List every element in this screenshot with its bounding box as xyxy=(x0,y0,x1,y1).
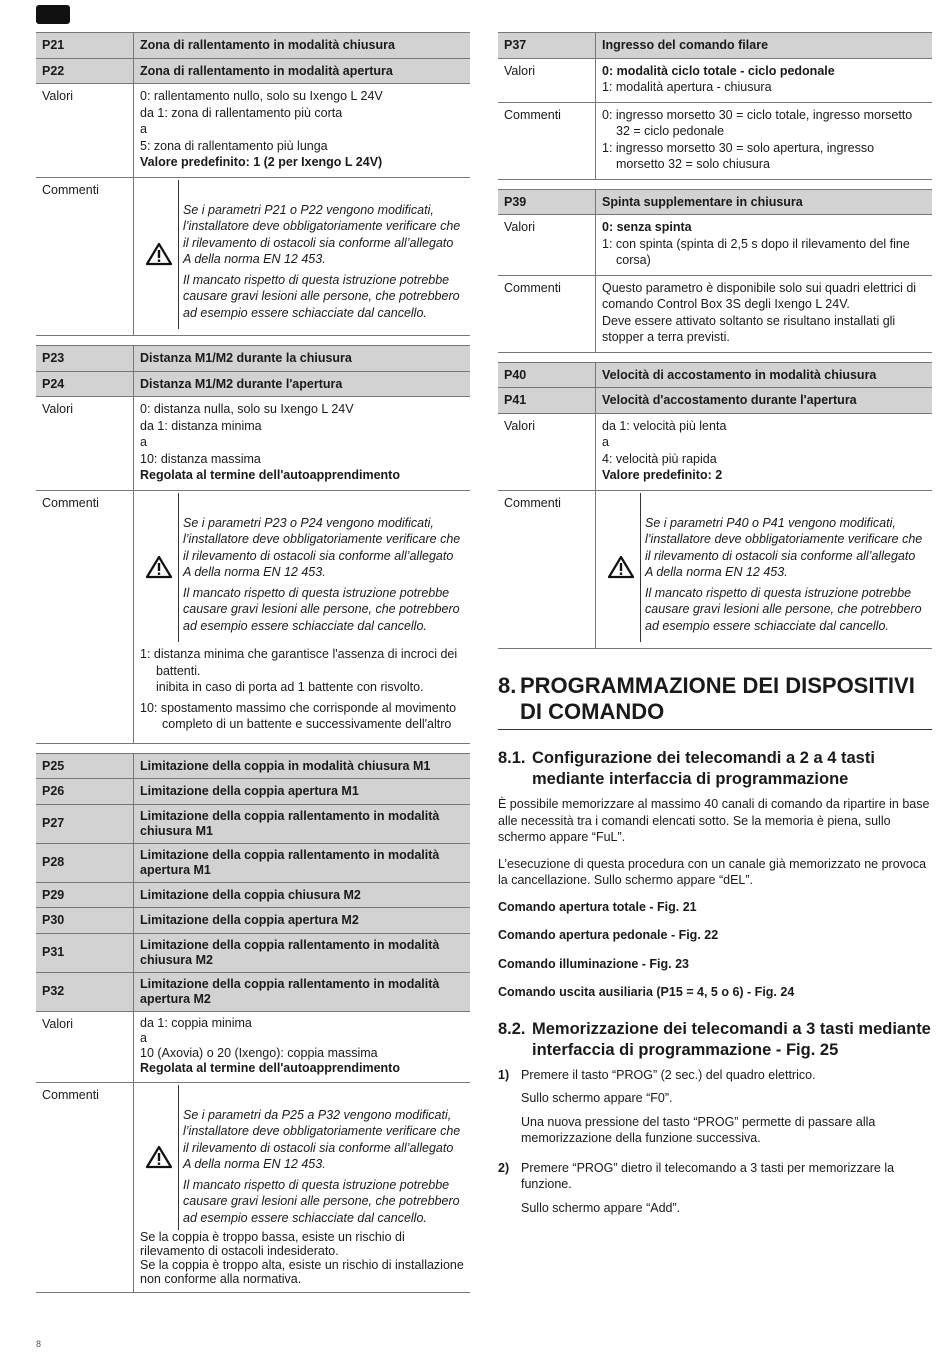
values-label: Valori xyxy=(36,1012,134,1082)
comments-row xyxy=(498,276,932,353)
warning-paragraph: Se i parametri da P25 a P32 vengono modificati, l’installatore deve obbligatoriamente verificare che il rilevamento di ostacoli sia conforme all’allegato A della norma EN 12 453. xyxy=(183,1107,461,1171)
values-cell xyxy=(596,59,932,102)
comments-row xyxy=(498,103,932,180)
step-line: Una nuova pressione del tasto “PROG” permette di passare alla memorizzazione della funzione successiva. xyxy=(521,1114,876,1145)
param-row xyxy=(36,933,470,973)
step-number: 2) xyxy=(498,1160,510,1175)
page-tab-marker xyxy=(36,5,70,24)
value-line: a xyxy=(140,122,147,136)
note-line: Se la coppia è troppo alta, esiste un rischio di installazione non conforme alla normativa. xyxy=(140,1258,464,1286)
command-reference: Comando apertura pedonale - Fig. 22 xyxy=(498,928,719,942)
warning-paragraph: Il mancato rispetto di questa istruzione potrebbe causare gravi lesioni alle persone, che potrebbero ad esempio essere schiacciate dal cancello. xyxy=(645,585,922,633)
warning-text xyxy=(640,493,926,643)
comments-row xyxy=(36,1083,470,1294)
param-code: P22 xyxy=(36,59,134,84)
value-line: 1: con spinta (spinta di 2,5 s dopo il rilevamento del fine corsa) xyxy=(602,236,910,267)
subsection-heading xyxy=(498,748,932,790)
warning-text xyxy=(178,1085,464,1231)
body-paragraph: È possibile memorizzare al massimo 40 canali di comando da ripartire in base alle necessità tra i comandi elencati sotto. Se la memoria è piena, sullo schermo appare “FuL”. xyxy=(498,797,930,844)
step-line: Sullo schermo appare “F0”. xyxy=(521,1091,673,1105)
param-row xyxy=(36,907,470,934)
values-cell xyxy=(596,414,932,490)
values-row xyxy=(498,414,932,491)
comments-cell xyxy=(134,178,470,336)
value-line: a xyxy=(140,435,147,449)
param-row xyxy=(36,58,470,85)
values-cell xyxy=(134,397,470,490)
comments-label: Commenti xyxy=(36,178,134,336)
param-title: Limitazione della coppia rallentamento in modalità chiusura M1 xyxy=(140,808,440,838)
note-line: Se la coppia è troppo bassa, esiste un rischio di rilevamento di ostacoli indesiderato. xyxy=(140,1230,405,1258)
step-line: Sullo schermo appare “Add”. xyxy=(521,1200,681,1215)
comments-label: Commenti xyxy=(498,491,596,649)
param-title: Limitazione della coppia in modalità chiusura M1 xyxy=(140,758,431,773)
warning-text xyxy=(178,493,464,643)
value-line: 0: distanza nulla, solo su Ixengo L 24V xyxy=(140,402,354,416)
list-item: 1: distanza minima che garantisce l'assenza di incroci dei battenti. xyxy=(140,647,458,678)
param-title: Limitazione della coppia rallentamento in modalità apertura M2 xyxy=(140,976,440,1006)
param-title: Limitazione della coppia chiusura M2 xyxy=(140,887,361,902)
comments-label: Commenti xyxy=(36,491,134,743)
warning-paragraph: Il mancato rispetto di questa istruzione potrebbe causare gravi lesioni alle persone, che potrebbero ad esempio essere schiacciate dal cancello. xyxy=(183,272,460,320)
param-title: Limitazione della coppia rallentamento in modalità apertura M1 xyxy=(140,847,440,877)
param-code: P23 xyxy=(36,346,134,371)
warning-triangle-icon xyxy=(602,493,640,643)
section-heading xyxy=(498,673,932,730)
warning-paragraph: Se i parametri P23 o P24 vengono modificati, l’installatore deve obbligatoriamente verificare che il rilevamento di ostacoli sia conforme all’allegato A della norma EN 12 453. xyxy=(183,515,461,579)
values-label: Valori xyxy=(498,414,596,490)
values-cell xyxy=(134,1012,470,1082)
param-title: Velocità d'accostamento durante l'apertura xyxy=(602,393,857,407)
warning-block xyxy=(140,180,464,330)
param-row xyxy=(36,972,470,1012)
param-code: P21 xyxy=(36,33,134,58)
value-line: 1: modalità apertura - chiusura xyxy=(602,80,772,94)
param-code: P31 xyxy=(36,934,134,972)
warning-text xyxy=(178,180,464,330)
values-row xyxy=(498,215,932,276)
warning-triangle-icon xyxy=(140,180,178,330)
comments-cell xyxy=(134,1083,470,1293)
right-column xyxy=(498,33,932,1229)
param-row xyxy=(36,345,470,372)
warning-block xyxy=(602,493,926,643)
value-line: da 1: velocità più lenta xyxy=(602,418,727,433)
comment-line: 1: ingresso morsetto 30 = solo apertura, ingresso morsetto 32 = solo chiusura xyxy=(602,140,875,171)
comments-cell xyxy=(596,103,932,179)
section-number: 8. xyxy=(498,673,517,698)
procedure-step xyxy=(498,1067,932,1154)
param-code: P29 xyxy=(36,883,134,908)
comments-row xyxy=(498,491,932,650)
param-title: Velocità di accostamento in modalità chiusura xyxy=(602,367,877,382)
warning-paragraph: Se i parametri P21 o P22 vengono modificati, l’installatore deve obbligatoriamente verificare che il rilevamento di ostacoli sia conforme all’allegato A della norma EN 12 453. xyxy=(183,202,461,266)
comments-cell xyxy=(596,491,932,649)
warning-block xyxy=(140,1085,464,1231)
value-line: 10 (Axovia) o 20 (Ixengo): coppia massima xyxy=(140,1045,378,1060)
warning-paragraph: Il mancato rispetto di questa istruzione potrebbe causare gravi lesioni alle persone, che potrebbero ad esempio essere schiacciate dal cancello. xyxy=(183,1177,460,1225)
param-code: P41 xyxy=(498,388,596,413)
left-column xyxy=(36,33,470,1293)
subsection-number: 8.2. xyxy=(498,1019,526,1038)
param-row xyxy=(36,753,470,780)
values-label: Valori xyxy=(36,397,134,490)
values-label: Valori xyxy=(36,84,134,177)
subsection-title: Memorizzazione dei telecomandi a 3 tasti mediante interfaccia di programmazione - Fig. 25 xyxy=(532,1019,931,1059)
param-row xyxy=(498,189,932,216)
param-row xyxy=(498,32,932,59)
comments-cell xyxy=(596,276,932,352)
param-code: P30 xyxy=(36,908,134,933)
values-row xyxy=(36,1012,470,1083)
subsection-heading xyxy=(498,1019,932,1061)
param-title: Spinta supplementare in chiusura xyxy=(602,194,803,209)
subsection-title: Configurazione dei telecomandi a 2 a 4 tasti mediante interfaccia di programmazione xyxy=(532,749,875,788)
value-line: 0: rallentamento nullo, solo su Ixengo L 24V xyxy=(140,89,383,103)
param-row xyxy=(36,843,470,883)
value-line: da 1: distanza minima xyxy=(140,418,262,433)
values-row xyxy=(498,59,932,103)
param-title: Distanza M1/M2 durante la chiusura xyxy=(140,351,352,365)
param-code: P37 xyxy=(498,33,596,58)
warning-triangle-icon xyxy=(140,493,178,643)
command-reference: Comando illuminazione - Fig. 23 xyxy=(498,956,689,971)
procedure-step xyxy=(498,1160,932,1224)
values-cell xyxy=(596,215,932,275)
param-code: P25 xyxy=(36,754,134,779)
step-line: Premere il tasto “PROG” (2 sec.) del quadro elettrico. xyxy=(521,1067,816,1082)
default-value: Valore predefinito: 1 (2 per Ixengo L 24V) xyxy=(140,155,383,169)
warning-triangle-icon xyxy=(140,1085,178,1231)
param-code: P32 xyxy=(36,973,134,1011)
distance-list xyxy=(140,646,464,733)
list-item: 10: spostamento massimo che corrisponde al movimento completo di un battente e successivamente dell'altro xyxy=(140,700,457,731)
param-title: Zona di rallentamento in modalità apertura xyxy=(140,63,393,78)
param-row xyxy=(36,882,470,909)
default-value: 0: senza spinta xyxy=(602,220,692,234)
param-row xyxy=(498,387,932,414)
values-cell xyxy=(134,84,470,177)
default-value: 0: modalità ciclo totale - ciclo pedonale xyxy=(602,63,835,78)
value-line: 10: distanza massima xyxy=(140,451,261,466)
section-title: PROGRAMMAZIONE DEI DISPOSITIVI DI COMANDO xyxy=(520,673,915,724)
param-code: P39 xyxy=(498,190,596,215)
list-item: inibita in caso di porta ad 1 battente con risvolto. xyxy=(156,680,424,694)
default-value: Regolata al termine dell'autoapprendimento xyxy=(140,468,400,482)
values-label: Valori xyxy=(498,215,596,275)
param-code: P28 xyxy=(36,844,134,882)
comments-row xyxy=(36,491,470,744)
param-code: P40 xyxy=(498,363,596,388)
values-row xyxy=(36,397,470,491)
warning-paragraph: Il mancato rispetto di questa istruzione potrebbe causare gravi lesioni alle persone, che potrebbero ad esempio essere schiacciate dal cancello. xyxy=(183,585,460,633)
param-title: Limitazione della coppia apertura M2 xyxy=(140,913,359,927)
param-code: P26 xyxy=(36,779,134,804)
warning-block xyxy=(140,493,464,643)
param-title: Zona di rallentamento in modalità chiusura xyxy=(140,38,395,52)
value-line: 4: velocità più rapida xyxy=(602,451,717,466)
comment-line: Questo parametro è disponibile solo sui quadri elettrici di comando Control Box 3S degli Ixengo L 24V. xyxy=(602,280,917,311)
param-title: Limitazione della coppia apertura M1 xyxy=(140,784,359,798)
command-reference: Comando uscita ausiliaria (P15 = 4, 5 o 6) - Fig. 24 xyxy=(498,985,795,999)
value-line: 5: zona di rallentamento più lunga xyxy=(140,138,328,153)
comments-row xyxy=(36,178,470,337)
default-value: Valore predefinito: 2 xyxy=(602,468,723,482)
subsection-number: 8.1. xyxy=(498,749,526,767)
comment-line: 0: ingresso morsetto 30 = ciclo totale, ingresso morsetto 32 = ciclo pedonale xyxy=(602,107,913,138)
param-row xyxy=(498,362,932,389)
comments-label: Commenti xyxy=(498,276,596,352)
param-code: P27 xyxy=(36,805,134,843)
value-line: da 1: coppia minima xyxy=(140,1015,252,1030)
torque-notes xyxy=(140,1230,464,1286)
param-row xyxy=(36,804,470,844)
param-title: Distanza M1/M2 durante l'apertura xyxy=(140,376,343,391)
param-row xyxy=(36,778,470,805)
warning-paragraph: Se i parametri P40 o P41 vengono modificati, l’installatore deve obbligatoriamente verificare che il rilevamento di ostacoli sia conforme all’allegato A della norma EN 12 453. xyxy=(645,515,923,579)
comments-label: Commenti xyxy=(36,1083,134,1293)
value-line: da 1: zona di rallentamento più corta xyxy=(140,105,343,120)
param-title: Limitazione della coppia rallentamento in modalità chiusura M2 xyxy=(140,937,440,967)
values-label: Valori xyxy=(498,59,596,102)
comments-label: Commenti xyxy=(498,103,596,179)
values-row xyxy=(36,84,470,178)
page-number: 8 xyxy=(36,1339,42,1349)
step-line: Premere “PROG” dietro il telecomando a 3 tasti per memorizzare la funzione. xyxy=(521,1160,895,1191)
command-reference: Comando apertura totale - Fig. 21 xyxy=(498,899,697,914)
default-value: Regolata al termine dell'autoapprendimento xyxy=(140,1060,400,1075)
param-title: Ingresso del comando filare xyxy=(602,38,769,52)
param-code: P24 xyxy=(36,372,134,397)
value-line: a xyxy=(602,435,609,449)
comments-cell xyxy=(134,491,470,743)
value-line: a xyxy=(140,1030,147,1045)
step-number: 1) xyxy=(498,1067,510,1082)
param-row xyxy=(36,371,470,398)
body-paragraph: L’esecuzione di questa procedura con un canale già memorizzato ne provoca la cancellazione. Sullo schermo appare “dEL”. xyxy=(498,856,927,887)
step-text xyxy=(521,1160,932,1224)
param-row xyxy=(36,32,470,59)
comment-line: Deve essere attivato soltanto se risultano installati gli stopper a terra previsti. xyxy=(602,313,896,344)
step-text xyxy=(521,1067,932,1154)
